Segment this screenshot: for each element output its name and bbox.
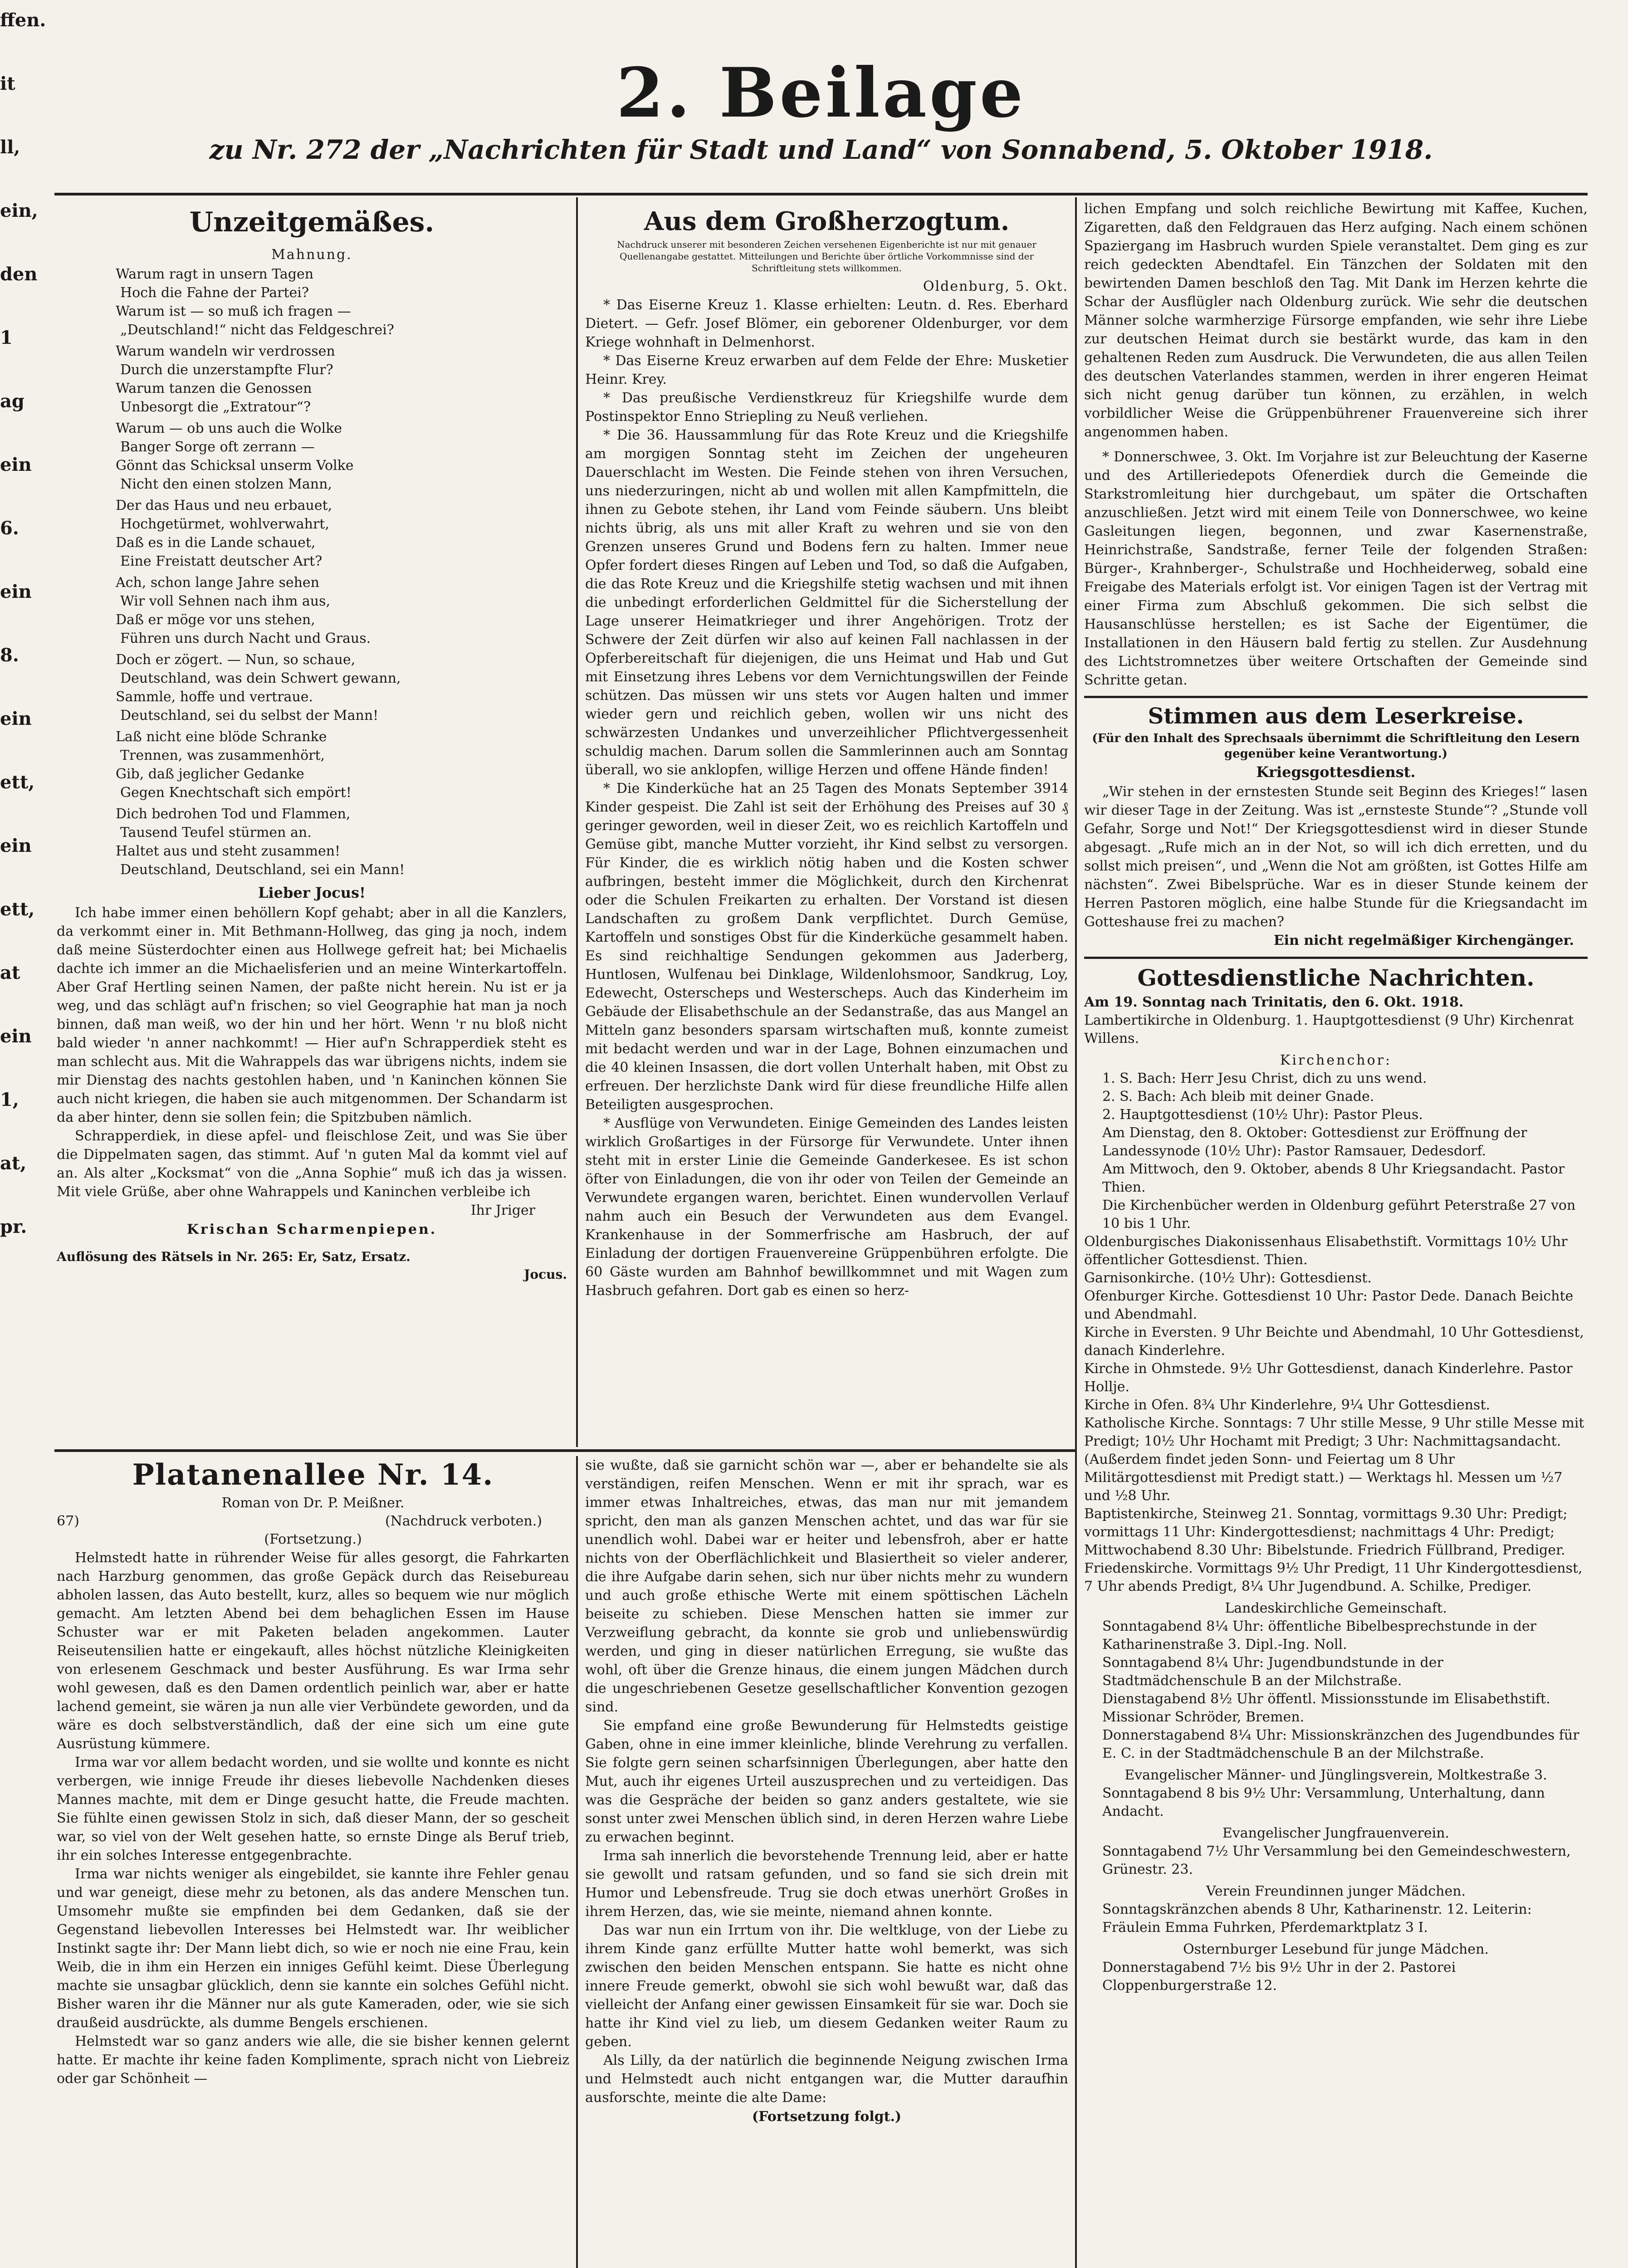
service-entry: Sonntagabend 8 bis 9½ Uhr: Versammlung, Unterhaltung, dann Andacht. xyxy=(1102,1785,1545,1819)
dateline: Oldenburg, 5. Okt. xyxy=(923,279,1068,294)
edge-fragment: pr. xyxy=(0,1216,27,1237)
column-rule-2 xyxy=(1075,197,1077,2268)
news-item: * Das preußische Verdienstkreuz für Kriegshilfe wurde dem Postinspektor Enno Striepling zu Neuß verliehen. xyxy=(585,390,1068,425)
edge-fragment: ll, xyxy=(0,137,20,158)
poem-line: Gönnt das Schicksal unserm Volke xyxy=(116,458,354,474)
edge-fragment: ein xyxy=(0,835,32,856)
riddle-solution-signature: Jocus. xyxy=(524,1267,567,1282)
poem-line: Deutschland, was dein Schwert gewann, xyxy=(120,670,401,686)
poem-line: Deutschland, Deutschland, sei ein Mann! xyxy=(120,862,405,878)
news-item: * Ausflüge von Verwundeten. Einige Gemeinden des Landes leisten wirklich Großartiges in der Fürsorge für Verwundete. Unter ihnen steht mit in erster Linie die Gemeinde Ganderkesee. Es ist schon öfter von Einladungen, die von ihr oder von Teilen der Gemeinde an Verwundete ergangen waren, berichtet. Einen wundervollen Verlauf nahm auch ein Besuch der Verwundeten aus dem Evangel. Krankenhause in der Sommerfrische am Hasbruch, der auf Einladung der dortigen Frauenvereine Grüppenbühren erfolgte. Die 60 Gäste wurden am Bahnhof bewillkommnet und mit Wagen zum Hasbruch gefahren. Dort gab es einen so herz- xyxy=(585,1115,1068,1299)
letter-title: Lieber Jocus! xyxy=(258,884,366,901)
news-item: * Die 36. Haussammlung für das Rote Kreuz und die Kriegshilfe am morgigen Sonntag steht im Zeichen der ungeheuren Dauerschlacht im Westen. Die Feinde stehen von ihren Versuchen, uns niederzuringen, nicht ab und wollen mit allen Kampfmitteln, die ihnen zu Gebote stehen, ihr Land vom Feinde säubern. Uns bleibt nichts übrig, als uns mit aller Kraft zu wehren und sie von den Grenzen unseres Grund und Bodens fern zu halten. Immer neue Opfer fordert dieses Ringen auf Leben und Tod, so daß die Aufgaben, die das Rote Kreuz und die Kriegshilfe stetig wachsen und mit ihnen die unbedingt erforderlichen Geldmittel für die Sicherstellung der Lage unserer Heimatkrieger und ihrer Angehörigen. Trotz der Schwere der Zeit dürfen wir also auf keinen Fall nachlassen in der Opferbereitschaft für diejenigen, die uns Heimat und Hab und Gut mit Einsetzung ihres Lebens vor dem Vernichtungswillen der Feinde schützen. Das müssen wir uns stets vor Augen halten und immer wieder gern und reichlich geben, wollen wir uns nicht des schwärzesten Undankes und unverzeihlicher Pflichtvergessenheit schuldig machen. Darum sollen die Sammlerinnen auch am Sonntag überall, wo sie anklopfen, willige Herzen und offene Hände finden! xyxy=(585,427,1068,778)
service-entry: Am Dienstag, den 8. Oktober: Gottesdienst zur Eröffnung der Landessynode (10½ Uhr): Pastor Ramsauer, Dedesdorf. xyxy=(1102,1125,1527,1159)
poem-line: Dich bedrohen Tod und Flammen, xyxy=(116,806,351,822)
readers-letter: „Wir stehen in der ernstesten Stunde seit Beginn des Krieges!“ lasen wir dieser Tage in der Zeitung. Was ist „ernsteste Stunde“? „Stunde voll Gefahr, Sorge und Not!“ Der Kriegsgottesdienst wird in dieser Stunde abgesagt. „Rufe mich an in der Not, so will ich dich erretten, und du sollst mich preisen“, und „Wenn die Not am größten, ist Gottes Hilfe am nächsten“. Zwei Bibelsprüche. War es in dieser Stunde keinem der Herren Pastoren möglich, eine halbe Stunde für die Kriegsandacht im Gotteshause frei zu machen? xyxy=(1084,784,1588,930)
poem-stanza xyxy=(57,496,567,571)
edge-fragment: ein, xyxy=(0,200,38,221)
service-entry: Verein Freundinnen junger Mädchen. xyxy=(1206,1883,1466,1899)
service-entry: Am 19. Sonntag nach Trinitatis, den 6. Okt. 1918. xyxy=(1084,994,1464,1010)
poem-line: Wir voll Sehnen nach ihm aus, xyxy=(120,593,330,609)
novel-text-part-2 xyxy=(585,1456,1068,2107)
edge-fragment: ag xyxy=(0,391,24,412)
readers-top-rule xyxy=(1084,696,1588,698)
poem-line: Warum ist — so muß ich fragen — xyxy=(116,303,351,319)
masthead-title: 2. Beilage xyxy=(616,53,1026,133)
poem-stanza xyxy=(57,265,567,339)
service-entry: Sonntagabend 8¼ Uhr: öffentliche Bibelbesprechstunde in der Katharinenstraße 3. Dipl.-Ing. Noll. xyxy=(1102,1618,1537,1652)
news-items xyxy=(585,296,1068,1300)
novel-serial xyxy=(57,1456,569,2268)
service-entry: 2. Hauptgottesdienst (10½ Uhr): Pastor Pleus. xyxy=(1102,1107,1423,1123)
edge-fragment: at, xyxy=(0,1153,27,1174)
readers-title: Kriegsgottesdienst. xyxy=(1256,763,1416,781)
column-rule-1 xyxy=(576,197,578,1447)
poem-line: Sammle, hoffe und vertraue. xyxy=(116,689,313,705)
readers-notice: (Für den Inhalt des Sprechsaals übernimmt die Schriftleitung den Lesern gegenüber keine Verantwortung.) xyxy=(1092,732,1580,761)
service-entry: Evangelischer Jungfrauenverein. xyxy=(1222,1825,1450,1841)
edge-fragment: it xyxy=(0,73,15,94)
poem-title: Mahnung. xyxy=(271,247,352,263)
novel-column-rule xyxy=(576,1456,578,2268)
service-entry: Landeskirchliche Gemeinschaft. xyxy=(1225,1600,1447,1616)
edge-fragment: ett, xyxy=(0,772,35,793)
services-list xyxy=(1084,993,1588,1995)
poem-line: Eine Freistatt deutscher Art? xyxy=(120,553,323,569)
letter-paragraph: Schrapperdiek, in diese apfel- und fleischlose Zeit, und was Sie über die Dippelmaten sagen, das stimmt. Auf 'n guten Mal da kommt viel auf an. Als alter „Kocksmat“ von die „Anna Sophie“ muß ich das ja wissen. Mit viele Grüße, aber ohne Wahrappels und Kaninchen verbleibe ich xyxy=(57,1128,567,1200)
service-entry: Kirchenchor: xyxy=(1280,1052,1392,1068)
poem-line: Warum — ob uns auch die Wolke xyxy=(116,420,342,436)
poem-line: Unbesorgt die „Extratour“? xyxy=(120,399,311,415)
poem-line: Gegen Knechtschaft sich empört! xyxy=(120,785,352,801)
reprint-notice: Nachdruck unserer mit besonderen Zeichen versehenen Eigenberichte ist nur mit genauer Quellenangabe gestattet. Mitteilungen und Berichte über örtliche Vorkommnisse sind der Schriftleitung stets willkommen. xyxy=(617,239,1036,274)
poem-stanza xyxy=(57,342,567,416)
novel-paragraph: Als Lilly, da der natürlich die beginnende Neigung zwischen Irma und Helmstedt auch nicht entgangen war, die Mutter daraufhin ausforschte, meinte die alte Dame: xyxy=(585,2053,1068,2106)
readers-heading: Stimmen aus dem Leserkreise. xyxy=(1148,704,1524,729)
service-entry: Osternburger Lesebund für junge Mädchen. xyxy=(1183,1941,1489,1957)
service-entry: Sonntagabend 8¼ Uhr: Jugendbundstunde in der Stadtmädchenschule B an der Milchstraße. xyxy=(1102,1655,1443,1689)
service-entry: 2. S. Bach: Ach bleib mit deiner Gnade. xyxy=(1102,1089,1374,1105)
poem-line: Laß nicht eine blöde Schranke xyxy=(116,729,327,745)
poem-line: Der das Haus und neu erbauet, xyxy=(116,498,332,513)
novel-paragraph: sie wußte, daß sie garnicht schön war —, aber er behandelte sie als verständigen, reifen Menschen. Wenn er mit ihr sprach, war es immer etwas Inhaltreiches, etwas, das man nur mit jemandem spricht, den man als ganzen Menschen achtet, und das war für sie unendlich wohl. Dabei war er heiter und lebensfroh, aber er hatte nichts von der Oberflächlichkeit und Blasiertheit so vieler anderer, die ihre Aufgabe darin sehen, sich nur über nichts mehr zu wundern und auch große ethische Werte mit einem spöttischen Lächeln beiseite zu schieben. Diese Menschen hatten sie immer zur Verzweiflung gebracht, da konnte sie grob und unliebenswürdig werden, und ging in dieser natürlichen Erregung, sie wußte das wohl, oft über die Grenze hinaus, die einem jungen Mädchen durch die ungeschriebenen Gesetze gesellschaftlicher Konvention gezogen sind. xyxy=(585,1457,1068,1715)
edge-fragment: 6. xyxy=(0,518,19,539)
news-item: * Donnerschwee, 3. Okt. Im Vorjahre ist zur Beleuchtung der Kaserne und des Artilleriedepots Ofenerdiek durch die Gemeinde die Starkstromleitung hier durchgebaut, um später die Ortschaften anzuschließen. Jetzt wird mit einem Teile von Donnerschwee, wo keine Gasleitungen liegen, begonnen, und zwar Kasernenstraße, Heinrichstraße, Sandstraße, ferner Teile der folgenden Straßen: Bürger-, Krahnberger-, Schulstraße und Hochheiderweg, sobald eine Freigabe des Materials erfolgt ist. Vor einigen Tagen ist der Vertrag mit einer Firma zum Abschluß gekommen. Die sich selbst die Hausanschlüsse herstellen; es ist Sache der Eigentümer, die Installationen in den Häusern bald fertig zu stellen. Zur Ausdehnung des Lichtstromnetzes über weitere Ortschaften der Gemeinde sind Schritte getan. xyxy=(1084,449,1588,688)
service-entry: Donnerstagabend 8¼ Uhr: Missionskränzchen des Jugendbundes für E. C. in der Stadtmädchenschule B an der Milchstraße. xyxy=(1102,1727,1579,1761)
poem-line: Hochgetürmet, wohlverwahrt, xyxy=(120,516,329,532)
novel-paragraph: Irma war vor allem bedacht worden, und sie wollte und konnte es nicht verbergen, wie innige Freude ihr dieses liebevolle Nachdenken dieses Mannes machte, mit dem er Dinge gesucht hatte, die Freude machten. Sie fühlte einen gewissen Stolz in sich, daß dieser Mann, der so gescheit war, so viel von der Welt gesehen hatte, so ernste Dinge als Beruf trieb, ihr ein solches Interesse entgegenbrachte. xyxy=(57,1755,569,1863)
edge-fragment: 1, xyxy=(0,1089,19,1110)
poem-line: Banger Sorge oft zerrann — xyxy=(120,439,315,455)
poem-line: Ach, schon lange Jahre sehen xyxy=(116,575,320,591)
edge-fragment: den xyxy=(0,264,38,285)
service-entry: Dienstagabend 8½ Uhr öffentl. Missionsstunde im Elisabethstift. Missionar Schröder, Bremen. xyxy=(1102,1691,1550,1725)
service-entry: Sonntagskränzchen abends 8 Uhr, Katharinenstr. 12. Leiterin: Fräulein Emma Fuhrken, Pferdemarktplatz 3 I. xyxy=(1102,1901,1532,1936)
novel-paragraph: Helmstedt war so ganz anders wie alle, die sie bisher kennen gelernt hatte. Er machte ihr keine faden Komplimente, sprach nicht von Liebreiz oder gar Schönheit — xyxy=(57,2033,569,2087)
masthead-rule xyxy=(54,193,1588,196)
edge-fragment: ein xyxy=(0,708,32,729)
poem-line: „Deutschland!“ nicht das Feldgeschrei? xyxy=(120,322,394,338)
novel-paragraph: Sie empfand eine große Bewunderung für Helmstedts geistige Gaben, ohne in eine immer kleinliche, blinde Verehrung zu verfallen. Sie folgte gern seinen scharfsinnigen Überlegungen, aber hatte den Mut, auch ihr eigenes Urteil auszusprechen und zu verteidigen. Das was die Gespräche der beiden so ganz anders gestaltete, wie sie sonst unter zwei Menschen üblich sind, in deren Herzen wahre Liebe zu erwachen beginnt. xyxy=(585,1718,1068,1845)
edge-fragment: ffen. xyxy=(0,10,46,31)
service-entry: Baptistenkirche, Steinweg 21. Sonntag, vormittags 9.30 Uhr: Predigt; vormittags 11 Uhr: Kindergottesdienst; nachmittags 4 Uhr: Predigt; Mittwochabend 8.30 Uhr: Bibelstunde. Friedrich Füllbrand, Prediger. xyxy=(1084,1506,1568,1558)
novel-paragraph: Irma sah innerlich die bevorstehende Trennung leid, aber er hatte sie gewollt und ratsam gefunden, und so fand sie sich drein mit Humor und Lebensfreude. Trug sie doch etwas unerhört Großes in ihrem Herzen, das, wie sie meinte, niemand ahnen konnte. xyxy=(585,1848,1068,1920)
section-heading: Aus dem Großherzogtum. xyxy=(644,206,1010,236)
novel-title: Platanenallee Nr. 14. xyxy=(132,1458,494,1492)
novel-continuation-label: (Fortsetzung.) xyxy=(264,1531,362,1547)
poem-stanza xyxy=(57,419,567,494)
edge-fragment: 8. xyxy=(0,645,19,666)
riddle-solution: Auflösung des Rätsels in Nr. 265: Er, Satz, Ersatz. xyxy=(57,1249,411,1264)
novel-text-part-1 xyxy=(57,1549,569,2088)
service-entry: Lambertikirche in Oldenburg. 1. Hauptgottesdienst (9 Uhr) Kirchenrat Willens. xyxy=(1084,1012,1574,1046)
service-entry: Donnerstagabend 7½ bis 9½ Uhr in der 2. Pastorei Cloppenburgerstraße 12. xyxy=(1102,1960,1456,1994)
service-entry: Garnisonkirche. (10½ Uhr): Gottesdienst. xyxy=(1084,1270,1372,1286)
poem-line: Hoch die Fahne der Partei? xyxy=(120,285,309,301)
letter-closing: Ihr Jriger xyxy=(470,1202,535,1218)
edge-fragment: ein xyxy=(0,1026,32,1047)
novel-serial-continued xyxy=(585,1456,1068,2268)
letter-paragraph: Ich habe immer einen behöllern Kopf gehabt; aber in all die Kanzlers, da verkommt einer in. Mit Bethmann-Hollweg, das ging ja noch, indem daß meine Süsterdochter einen aus Hollwege gefreit hat; bei Michaelis dachte ich immer an die Michaelisferien und an meine Winterkartoffeln. Aber Graf Hertling seinen Namen, der paßte nicht herein. Nu ist er ja weg, und das schlägt auf'n frischen; so viel Geographie hat man ja noch binnen, daß man weiß, wo der hin und her hört. Wenn 'r nu bloß nicht bald wieder 'n anner nachkommt! — Hier auf'n Schrapperdiek steht es man schlecht aus. Mit die Wahrappels das war übrigens nichts, indem sie mir Dienstag des nachts gestohlen haben, und 'n Kaninchen können Sie auch nicht kriegen, die haben sie auch mitgenommen. Der Schandarm ist da aber hinter, denn sie sollen fein; die Spitzbuben nämlich. xyxy=(57,905,567,1125)
column-zeitgemaesses xyxy=(57,204,567,1442)
service-entry: Kirche in Ofen. 8¾ Uhr Kinderlehre, 9¼ Uhr Gottesdienst. xyxy=(1084,1397,1491,1413)
readers-signature: Ein nicht regelmäßiger Kirchengänger. xyxy=(1273,933,1574,948)
edge-fragment: ein xyxy=(0,581,32,602)
poem-line: Deutschland, sei du selbst der Mann! xyxy=(120,708,379,723)
poem-line: Warum ragt in unsern Tagen xyxy=(116,266,314,282)
left-edge-fragments xyxy=(0,9,46,1370)
poem-line: Doch er zögert. — Nun, so schaue, xyxy=(116,652,356,668)
letter-body xyxy=(57,904,567,1201)
service-entry: Kirche in Ohmstede. 9½ Uhr Gottesdienst, danach Kinderlehre. Pastor Hollje. xyxy=(1084,1361,1573,1395)
edge-fragment: 1 xyxy=(0,327,13,348)
edge-fragment: ett, xyxy=(0,899,35,920)
edge-fragment: ein xyxy=(0,454,32,475)
novel-paragraph: Das war nun ein Irrtum von ihr. Die weltkluge, von der Liebe zu ihrem Kinde ganz erfüllte Mutter hatte wohl bemerkt, was sich zwischen den beiden Menschen entspann. Sie hatte es nicht ohne innere Freude gemerkt, obwohl sie sich wohl bewußt war, daß das vielleicht der Anfang einer gewissen Einsamkeit für sie war. Doch sie hatte ihr Kind viel zu lieb, um diesem Gedanken weiter Raum zu geben. xyxy=(585,1922,1068,2050)
column-right xyxy=(1084,200,1588,2268)
service-entry: Friedenskirche. Vormittags 9½ Uhr Predigt, 11 Uhr Kindergottesdienst, 7 Uhr abends Predigt, 8¼ Uhr Jugendbund. A. Schilke, Prediger. xyxy=(1084,1560,1583,1594)
novel-paragraph: Irma war nichts weniger als eingebildet, sie kannte ihre Fehler genau und war geneigt, diese mehr zu betonen, als das andere Menschen tun. Umsomehr mußte sie empfinden bei dem Gedanken, daß sie der Gegenstand liebevollen Interesses bei Helmstedt war. Ihr weiblicher Instinkt sagte ihr: Der Mann liebt dich, so wie er noch nie eine Frau, kein Weib, die in ihm ein Herzen ein inniges Gefühl keimt. Diese Überlegung machte sie unsagbar glücklich, denn sie kannte ein solches Gefühl nicht. Bisher waren ihr die Männer nur als gute Kameraden, oder, wie sie sich draußeid ausdrückte, als dumme Bengels erschienen. xyxy=(57,1866,569,2031)
section-heading: Unzeitgemäßes. xyxy=(189,206,435,238)
poem-line: Durch die unzerstampfte Flur? xyxy=(120,362,333,378)
poem-stanza xyxy=(57,650,567,725)
service-entry: Kirche in Eversten. 9 Uhr Beichte und Abendmahl, 10 Uhr Gottesdienst, danach Kinderlehre. xyxy=(1084,1325,1584,1359)
edge-fragment: at xyxy=(0,962,20,983)
poem-line: Nicht den einen stolzen Mann, xyxy=(120,476,332,492)
poem-line: Daß es in die Lande schauet, xyxy=(116,535,316,551)
news-item: * Die Kinderküche hat an 25 Tagen des Monats September 3914 Kinder gespeist. Die Zahl ist seit der Erhöhung des Preises auf 30 ₰ geringer geworden, weil in dieser Zeit, wo es reichlich Kartoffeln und Gemüse gibt, manche Mutter vorzieht, ihr Kind selbst zu versorgen. Für Kinder, die es wirklich nötig haben und die Kosten schwer aufbringen, besteht immer die Möglichkeit, durch den Kirchenrat oder die Schulen Freikarten zu erhalten. Der Vorstand ist diesen Landschaften zu großem Dank verpflichtet. Durch Gemüse, Kartoffeln und sonstiges Obst für die Kinderküche gesammelt haben. Es sind reichhaltige Sendungen gekommen aus Jaderberg, Huntlosen, Wulfenau bei Dinklage, Wildenlohsmoor, Sandkrug, Loy, Edewecht, Osterscheps und Westerscheps. Auch das Kinderheim im Gebäude der Elisabethschule an der Sedanstraße, das aus Mangel an Mitteln ganz besonders sparsam wirtschaften muß, konnte zumeist mit bedacht werden und war in der Lage, Bohnen einzumachen und die 40 kleinen Insassen, die dort vollen Unterhalt haben, mit Obst zu erfreuen. Der herzlichste Dank wird für diese freundliche Hilfe allen Beteiligten ausgesprochen. xyxy=(585,781,1068,1113)
masthead xyxy=(54,54,1588,168)
poem-line: Tausend Teufel stürmen an. xyxy=(120,825,312,841)
poem-line: Führen uns durch Nacht und Graus. xyxy=(120,631,371,646)
column-grossherzogtum xyxy=(585,204,1068,1442)
service-entry: Ofenburger Kirche. Gottesdienst 10 Uhr: Pastor Dede. Danach Beichte und Abendmahl. xyxy=(1084,1288,1574,1322)
novel-reprint-notice: (Nachdruck verboten.) xyxy=(385,1513,542,1529)
service-entry: Katholische Kirche. Sonntags: 7 Uhr stille Messe, 9 Uhr stille Messe mit Predigt; 10½ Uhr Hochamt mit Predigt; 3 Uhr: Nachmittagsandacht. (Außerdem findet jeden Sonn- und Feiertag um 8 Uhr Militärgottesdienst mit Predigt statt.) — Werktags hl. Messen um ½7 und ½8 Uhr. xyxy=(1084,1415,1584,1504)
poem-line: Haltet aus und steht zusammen! xyxy=(116,843,341,859)
service-entry: Oldenburgisches Diakonissenhaus Elisabethstift. Vormittags 10½ Uhr öffentlicher Gottesdienst. Thien. xyxy=(1084,1234,1568,1268)
service-entry: 1. S. Bach: Herr Jesu Christ, dich zu uns wend. xyxy=(1102,1070,1427,1086)
news-continuation xyxy=(1084,200,1588,689)
poem-stanza xyxy=(57,573,567,648)
poem-line: Warum tanzen die Genossen xyxy=(116,381,312,396)
services-heading: Gottesdienstliche Nachrichten. xyxy=(1137,964,1535,991)
novel-episode: 67) xyxy=(57,1513,79,1529)
poem-line: Trennen, was zusammenhört, xyxy=(120,748,325,763)
masthead-subtitle: zu Nr. 272 der „Nachrichten für Stadt und Land“ von Sonnabend, 5. Oktober 1918. xyxy=(209,134,1433,165)
service-entry: Die Kirchenbücher werden in Oldenburg geführt Peterstraße 27 von 10 bis 1 Uhr. xyxy=(1102,1198,1576,1232)
service-entry: Am Mittwoch, den 9. Oktober, abends 8 Uhr Kriegsandacht. Pastor Thien. xyxy=(1102,1161,1565,1195)
news-item: lichen Empfang und solch reichliche Bewirtung mit Kaffee, Kuchen, Zigaretten, daß den Feldgrauen das Herz aufging. Nach einem schönen Spaziergang im Hasbruch wurden Spiele veranstaltet. Dem ging es zur reich gedeckten Abendtafel. Ein Tänzchen der Soldaten mit den bewirtenden Damen beschloß den Tag. Mit Dank im Herzen kehrte die Schar der Ausflügler nach Oldenburg zurück. Wie sehr die deutschen Männer solche warmherzige Fürsorge empfanden, wie sehr ihre Liebe zur deutschen Heimat durch sie bestärkt wurde, das kam in den gehaltenen Reden zum Ausdruck. Die Verwundeten, die aus allen Teilen des deutschen Vaterlandes stammen, werden in ihrer engeren Heimat sich nicht genug darüber tun können, zu erzählen, in welch vorbildlicher Weise die Grüppenbührener Frauenvereine sich ihrer angenommen haben. xyxy=(1084,201,1588,440)
letter-signature: Krischan Scharmenpiepen. xyxy=(186,1222,437,1237)
novel-top-rule xyxy=(54,1449,1076,1452)
novel-to-be-continued: (Fortsetzung folgt.) xyxy=(752,2109,902,2125)
news-item: * Das Eiserne Kreuz erwarben auf dem Felde der Ehre: Musketier Heinr. Krey. xyxy=(585,353,1068,387)
service-entry: Evangelischer Männer- und Jünglingsverein, Moltkestraße 3. xyxy=(1124,1767,1547,1783)
poem-stanza xyxy=(57,805,567,879)
services-top-rule xyxy=(1084,957,1588,959)
novel-paragraph: Helmstedt hatte in rührender Weise für alles gesorgt, die Fahrkarten nach Harzburg genommen, das große Gepäck durch das Reisebureau abholen lassen, das Auto bestellt, kurz, alles so bequem wie nur möglich gemacht. Am letzten Abend bei dem behaglichen Essen im Hause Schuster war er mit Paketen beladen angekommen. Lauter Reiseutensilien hatte er eingekauft, alles höchst nützliche Kleinigkeiten von erlesenem Geschmack und bester Ausführung. Es war Irma sehr wohl gewesen, daß es den Damen ordentlich peinlich war, aber er hatte lachend gemeint, sie wären ja nun alle vier Verbündete geworden, und da wäre es doch selbstverständlich, daß der eine sich um eine gute Ausrüstung kümmere. xyxy=(57,1550,569,1752)
novel-byline: Roman von Dr. P. Meißner. xyxy=(221,1495,405,1511)
poem-stanza xyxy=(57,728,567,802)
service-entry: Sonntagabend 7½ Uhr Versammlung bei den Gemeindeschwestern, Grünestr. 23. xyxy=(1102,1843,1571,1877)
poem-line: Gib, daß jeglicher Gedanke xyxy=(116,766,304,782)
poem xyxy=(57,265,567,879)
news-item: * Das Eiserne Kreuz 1. Klasse erhielten: Leutn. d. Res. Eberhard Dietert. — Gefr. Josef Blömer, ein geborener Oldenburger, vor dem Kriege wohnhaft in Delmenhorst. xyxy=(585,297,1068,350)
poem-line: Warum wandeln wir verdrossen xyxy=(116,343,335,359)
poem-line: Daß er möge vor uns stehen, xyxy=(116,612,315,628)
